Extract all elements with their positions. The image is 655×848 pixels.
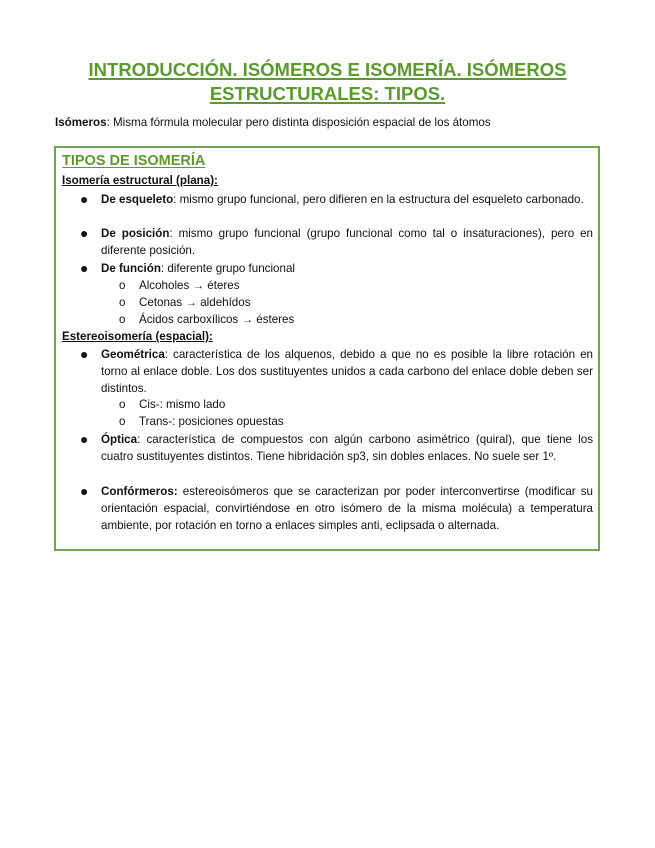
item-term: Geométrica [101,348,165,361]
sub-bullet-icon: o [119,398,126,411]
definition-text: : Misma fórmula molecular pero distinta disposición espacial de los átomos [106,116,491,129]
sub-list-item: Cis-: mismo lado [139,398,226,411]
bullet-icon: ● [80,260,89,276]
sub-bullet-icon: o [119,415,126,428]
item-text: : mismo grupo funcional (grupo funcional como tal o insaturaciones), pero en diferente posición. [101,227,593,257]
item-term: Óptica [101,433,138,446]
sub-bullet-icon: o [119,296,126,309]
item-text: estereoisómeros que se caracterizan por poder interconvertirse (modificar su orientación espacial, convirtiéndose en otro isómero de la misma molécula) a temperatura ambiente, por rotación en torno a enlaces simples anti, eclipsada o alternada. [101,485,593,532]
sub-list-item: Trans-: posiciones opuestas [139,415,284,428]
bullet-icon: ● [80,191,89,207]
item-text: : diferente grupo funcional [160,262,295,275]
item-term: De esqueleto [101,193,174,206]
list-item-position [101,225,593,259]
item-text: : característica de compuestos con algún carbono asimétrico (quiral), que tiene los cuatro sustituyentes distintos. Tiene hibridación sp3, sin dobles enlaces. No suele ser 1º. [101,433,593,463]
item-text: : mismo grupo funcional, pero difieren en la estructura del esqueleto carbonado. [173,193,584,206]
list-item-skeleton [101,191,593,208]
isomer-definition [55,115,615,131]
list-item-conformers [101,483,593,534]
list-item-function [101,260,593,277]
item-term: Confórmeros: [101,485,178,498]
sub-bullet-icon: o [119,313,126,326]
item-text: : característica de los alquenos, debido a que no es posible la libre rotación en torno al enlace doble. Los dos sustituyentes unidos a cada carbono del enlace doble deben ser distintos. [101,348,593,395]
item-term: De posición [101,227,170,240]
page-title: INTRODUCCIÓN. ISÓMEROS E ISOMERÍA. ISÓMEROS ESTRUCTURALES: TIPOS. [88,59,567,104]
sub-list-item: Alcoholes → éteres [139,279,240,292]
bullet-icon: ● [80,225,89,241]
bullet-icon: ● [80,346,89,362]
item-term: De función [101,262,161,275]
bullet-icon: ● [80,431,89,447]
list-item-geometric [101,346,593,397]
stereoisomerism-heading: Estereoisomería (espacial): [62,330,213,343]
sub-list-item: Cetonas → aldehídos [139,296,251,309]
sub-bullet-icon: o [119,279,126,292]
definition-term: Isómeros [55,116,107,129]
bullet-icon: ● [80,483,89,499]
box-title: TIPOS DE ISOMERÍA [62,153,206,169]
structural-isomerism-heading: Isomería estructural (plana): [62,174,218,187]
list-item-optical [101,431,593,465]
sub-list-item: Ácidos carboxílicos → ésteres [139,313,295,326]
